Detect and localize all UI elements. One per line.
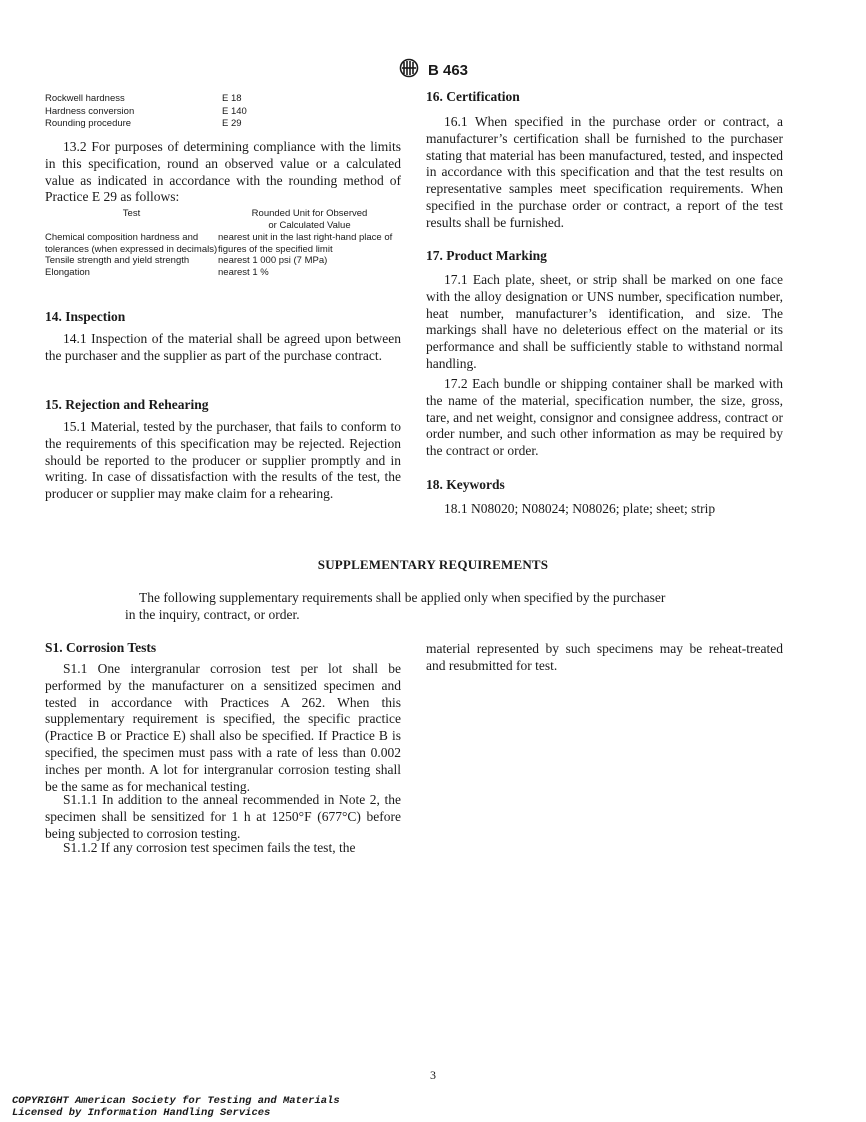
rounding-table bbox=[45, 208, 401, 278]
table-row: Rockwell hardness E 18 bbox=[45, 93, 242, 104]
rounding-table-header: Test Rounded Unit for Observed or Calculated Value bbox=[122, 208, 368, 231]
section-s1-1-1: S1.1.1 In addition to the anneal recommended in Note 2, the specimen shall be sensitized for 1 h at 1250°F (677°C) before being subjected to corrosion testing. bbox=[45, 792, 401, 841]
page-header bbox=[0, 58, 866, 83]
copyright-notice: COPYRIGHT American Society for Testing and Materials Licensed by Information Handling Services bbox=[12, 1095, 340, 1119]
section-17-2: 17.2 Each bundle or shipping container shall be marked with the name of the material, specification number, the size, gross, tare, and net weight, consignor and consignee address, contract or order number, and such other information as may be required by the contract or order. bbox=[426, 376, 783, 459]
section-13-2: 13.2 For purposes of determining compliance with the limits in this specification, round an observed value or a calculated value as indicated in accordance with the rounding method of Practice E 29 as follows: bbox=[45, 139, 401, 205]
section-17-1: 17.1 Each plate, sheet, or strip shall be marked on one face with the alloy designation or UNS number, specification number, heat number, manufacturer’s identification, and size. The markings shall have no deleterious effect on the material or its performance and shall be sufficiently stable to withstand normal handling. bbox=[426, 272, 783, 371]
table-row: Rounding procedure E 29 bbox=[45, 118, 242, 129]
section-s1-1: S1.1 One intergranular corrosion test per lot shall be performed by the manufacturer on a sensitized specimen and tested in accordance with Practices A 262. When this supplementary requirement is specified, the specific practice (Practice B or Practice E) shall also be specified. If Practice B is specified, the specimen must pass with a rate of less than 0.002 inches per month. A lot for intergranular corrosion testing shall be the same as for mechanical testing. bbox=[45, 661, 401, 794]
section-14-title: 14. Inspection bbox=[45, 309, 126, 324]
section-16-title: 16. Certification bbox=[426, 89, 520, 104]
table-row: Tensile strength and yield strength nearest 1 000 psi (7 MPa) bbox=[45, 255, 328, 266]
section-s1-1-2: S1.1.2 If any corrosion test specimen fails the test, the bbox=[63, 840, 356, 855]
section-15-title: 15. Rejection and Rehearing bbox=[45, 397, 209, 412]
section-17-title: 17. Product Marking bbox=[426, 248, 547, 263]
section-18-1: 18.1 N08020; N08024; N08026; plate; sheet; strip bbox=[444, 501, 716, 516]
page-number: 3 bbox=[430, 1068, 436, 1082]
table-row: Elongation nearest 1 % bbox=[45, 266, 269, 278]
section-s1-title: S1. Corrosion Tests bbox=[45, 640, 157, 655]
designation: B 463 bbox=[427, 62, 469, 79]
referenced-standards-table bbox=[45, 93, 401, 131]
supplementary-title: SUPPLEMENTARY REQUIREMENTS bbox=[317, 557, 549, 572]
table-row: Hardness conversion E 140 bbox=[45, 105, 247, 117]
astm-logo-icon bbox=[398, 58, 420, 83]
section-14-1: 14.1 Inspection of the material shall be agreed upon between the purchaser and the supplier as part of the purchase contract. bbox=[45, 331, 401, 363]
supplementary-intro: The following supplementary requirements shall be applied only when specified by the purchaser in the inquiry, contract, or order. bbox=[125, 590, 666, 622]
section-16-1: 16.1 When specified in the purchase order or contract, a manufacturer’s certification shall be furnished to the purchaser stating that material has been manufactured, tested, and inspected in accordance with this specification and that the test results on representative samples meet specification requirements. When specified in the purchase order or contract, a report of the test results shall be furnished. bbox=[426, 114, 783, 230]
section-15-1: 15.1 Material, tested by the purchaser, that fails to conform to the requirements of this specification may be rejected. Rejection should be reported to the producer or supplier promptly and in writing. In case of dissatisfaction with the results of the test, the producer or supplier may make claim for a rehearing. bbox=[45, 419, 401, 502]
table-row: Chemical composition hardness and tolerances (when expressed in decimals) nearest unit in the last right-hand place of figures of the specified limit bbox=[45, 232, 393, 255]
section-18-title: 18. Keywords bbox=[426, 477, 505, 492]
section-s1-1-2-continued: material represented by such specimens may be reheat-treated and resubmitted for test. bbox=[426, 641, 783, 673]
